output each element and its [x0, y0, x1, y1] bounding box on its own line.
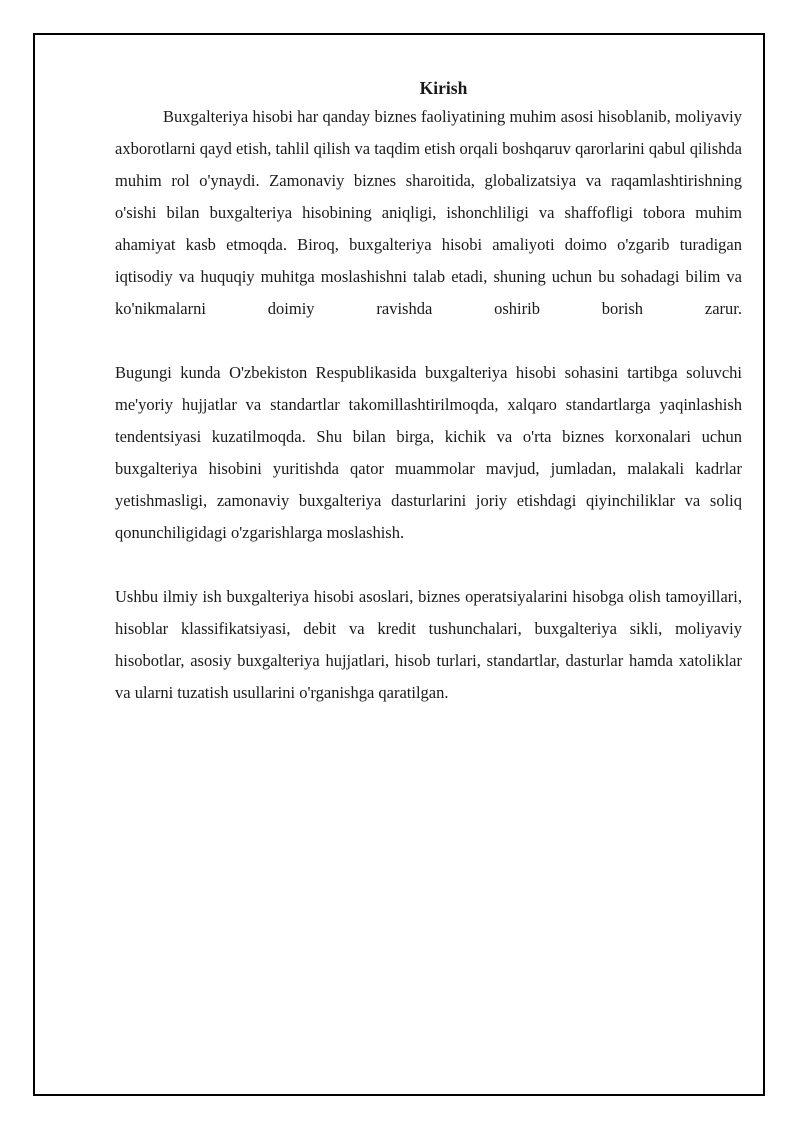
paragraph-spacer — [115, 549, 742, 581]
document-title: Kirish — [419, 78, 468, 98]
paragraph-intro: Buxgalteriya hisobi har qanday biznes faoliyatining muhim asosi hisoblanib, moliyaviy axborotlarni qayd etish, tahlil qilish va taqdim etish orqali boshqaruv qarorlarini qabul qilishda muhim rol o'ynaydi. Zamonaviy biznes sharoitida, globalizatsiya va raqamlashtirishning o'sishi bilan buxgalteriya hisobining aniqligi, ishonchliligi va shaffofligi tobora muhim ahamiyat kasb etmoqda. Biroq, buxgalteriya hisobi amaliyoti doimo o'zgarib turadigan iqtisodiy va huquqiy muhitga moslashishni talab etadi, shuning uchun bu sohadagi bilim va ko'nikmalarni doimiy ravishda oshirib borish zarur. — [115, 107, 742, 318]
paragraph-scope: Ushbu ilmiy ish buxgalteriya hisobi asoslari, biznes operatsiyalarini hisobga olish tamoyillari, hisoblar klassifikatsiyasi, debit va kredit tushunchalari, buxgalteriya sikli, moliyaviy hisobotlar, asosiy buxgalteriya hujjatlari, hisob turlari, standartlar, dasturlar hamda xatoliklar va ularni tuzatish usullarini o'rganishga qaratilgan. — [115, 587, 742, 702]
paragraph-spacer — [115, 325, 742, 357]
paragraph-uzbekistan: Bugungi kunda O'zbekiston Respublikasida buxgalteriya hisobi sohasini tartibga soluvchi me'yoriy hujjatlar va standartlar takomillashtirilmoqda, xalqaro standartlarga yaqinlashish tendentsiyasi kuzatilmoqda. Shu bilan birga, kichik va o'rta biznes korxonalari uchun buxgalteriya hisobini yuritishda qator muammolar mavjud, jumladan, malakali kadrlar yetishmasligi, zamonaviy buxgalteriya dasturlarini joriy etishdagi qiyinchiliklar va soliq qonunchiligidagi o'zgarishlarga moslashish. — [115, 363, 742, 542]
document-body — [115, 75, 742, 709]
